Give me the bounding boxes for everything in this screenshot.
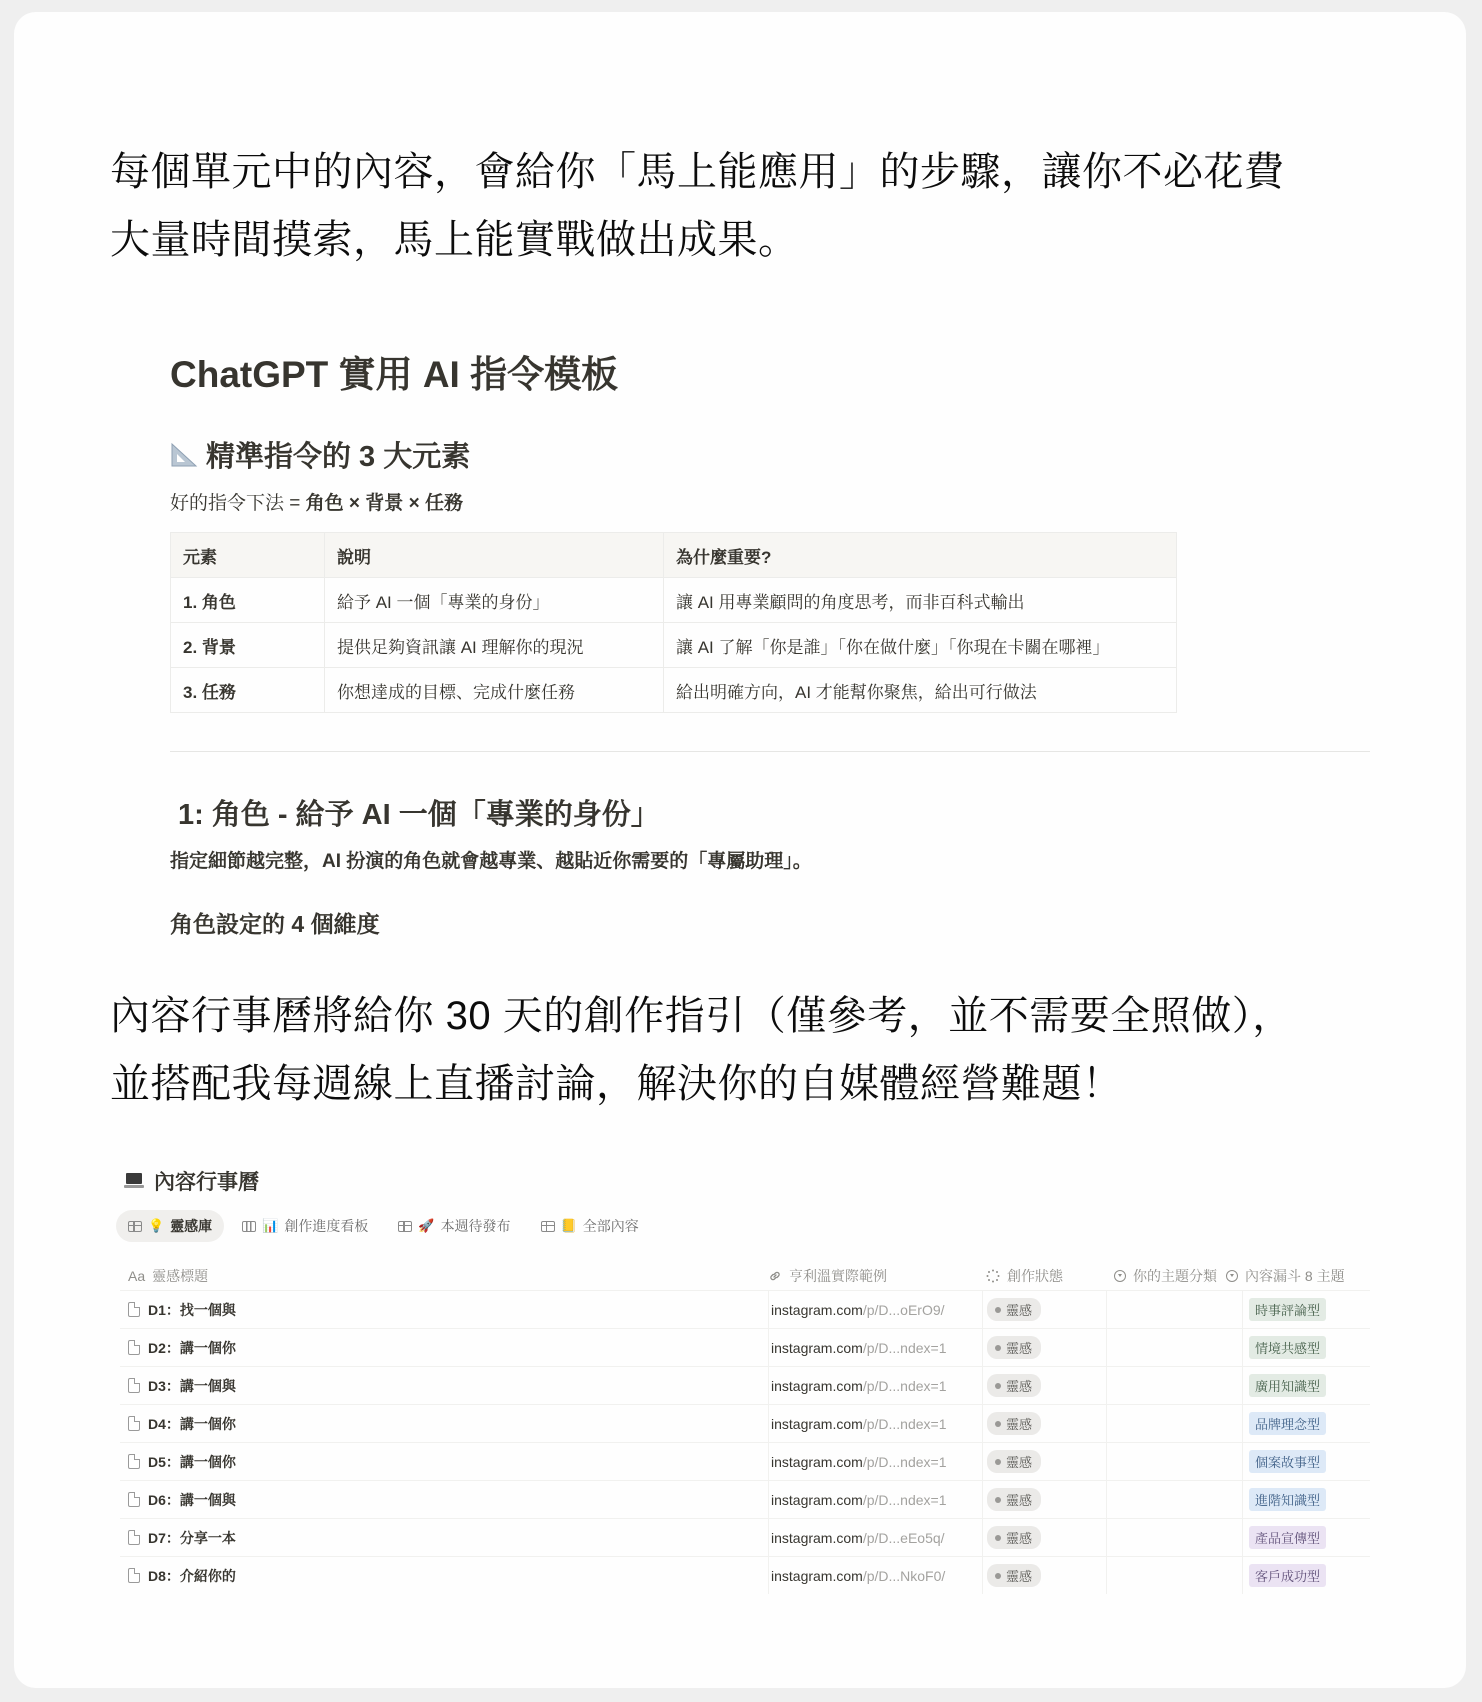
title-cell[interactable] <box>128 1481 236 1518</box>
formula <box>170 488 463 515</box>
column-label: 你的主題分類 <box>1133 1268 1217 1284</box>
status-label: 靈感 <box>1006 1417 1033 1432</box>
table-cell: 你想達成的目標、完成什麼任務 <box>325 668 664 713</box>
table-cell: 1. 角色 <box>171 578 325 623</box>
status-label: 靈感 <box>1006 1455 1033 1470</box>
status-icon <box>986 1269 1000 1283</box>
topic-cell[interactable] <box>1106 1291 1242 1328</box>
view-tab-all-content[interactable] <box>529 1210 651 1242</box>
section-heading-text: 精準指令的 3 大元素 <box>206 441 471 473</box>
view-tab-label: 創作進度看板 <box>284 1218 369 1234</box>
intro-line-2: 大量時間摸索，馬上能實戰做出成果。 <box>110 218 799 262</box>
table-cell: 3. 任務 <box>171 668 325 713</box>
triangular-ruler-icon <box>170 442 198 468</box>
link-path: /p/D...ndex=1 <box>862 1453 947 1470</box>
bar-chart-icon: 📊 <box>262 1218 279 1233</box>
column-header-link[interactable] <box>768 1266 887 1286</box>
status-badge <box>987 1336 1041 1359</box>
column-header-funnel[interactable] <box>1226 1266 1345 1286</box>
table-row <box>171 623 1177 668</box>
funnel-cell[interactable] <box>1242 1291 1377 1328</box>
view-tab-this-week[interactable] <box>386 1210 522 1242</box>
view-tab-label: 靈感庫 <box>170 1218 213 1234</box>
database-title[interactable] <box>124 1166 259 1196</box>
status-dot-icon <box>995 1497 1001 1503</box>
status-badge <box>987 1450 1041 1473</box>
topic-cell[interactable] <box>1106 1443 1242 1480</box>
status-badge <box>987 1412 1041 1435</box>
status-cell[interactable] <box>982 1557 1111 1594</box>
page-icon <box>128 1416 140 1431</box>
view-tab-label: 全部內容 <box>582 1218 639 1234</box>
table-row[interactable] <box>120 1442 1370 1480</box>
calendar-intro-line-1: 內容行事曆將給你 30 天的創作指引（僅參考，並不需要全照做）， <box>110 994 1293 1038</box>
table-view-icon <box>128 1221 142 1232</box>
table-row <box>171 668 1177 713</box>
table-cell: 給予 AI 一個「專業的身份」 <box>325 578 664 623</box>
status-dot-icon <box>995 1307 1001 1313</box>
funnel-cell[interactable] <box>1242 1443 1377 1480</box>
column-label: 內容漏斗 8 主題 <box>1245 1268 1345 1284</box>
link-host: instagram.com <box>771 1453 863 1470</box>
view-tab-progress-board[interactable] <box>230 1210 380 1242</box>
view-tabs <box>116 1210 651 1242</box>
status-cell[interactable] <box>982 1329 1111 1366</box>
view-tab-label: 本週待發布 <box>440 1218 511 1234</box>
row-title: D6：講一個與 <box>148 1491 236 1508</box>
lightbulb-icon: 💡 <box>148 1218 165 1233</box>
title-cell[interactable] <box>128 1405 236 1442</box>
page-icon <box>128 1302 140 1317</box>
link-cell[interactable] <box>768 1329 971 1366</box>
status-dot-icon <box>995 1535 1001 1541</box>
link-path: /p/D...ndex=1 <box>862 1339 947 1356</box>
column-header: 說明 <box>325 533 664 578</box>
intro-paragraph <box>110 138 1390 274</box>
topic-cell[interactable] <box>1106 1519 1242 1556</box>
funnel-tag: 客戶成功型 <box>1249 1564 1326 1587</box>
row-title: D3：講一個與 <box>148 1377 236 1394</box>
table-view-icon <box>398 1221 412 1232</box>
funnel-tag: 廣用知識型 <box>1249 1374 1326 1397</box>
funnel-cell[interactable] <box>1242 1405 1377 1442</box>
status-cell[interactable] <box>982 1481 1111 1518</box>
page-icon <box>128 1492 140 1507</box>
table-row[interactable] <box>120 1328 1370 1366</box>
link-path: /p/D...oErO9/ <box>862 1301 945 1318</box>
title-cell[interactable] <box>128 1519 236 1556</box>
status-label: 靈感 <box>1006 1303 1033 1318</box>
status-cell[interactable] <box>982 1443 1111 1480</box>
laptop-icon <box>124 1173 144 1189</box>
database-header-row <box>120 1260 1370 1290</box>
role-description: 指定細節越完整，AI 扮演的角色就會越專業、越貼近你需要的「專屬助理」。 <box>170 851 812 872</box>
funnel-cell[interactable] <box>1242 1557 1377 1594</box>
status-badge <box>987 1564 1041 1587</box>
status-label: 靈感 <box>1006 1379 1033 1394</box>
status-label: 靈感 <box>1006 1531 1033 1546</box>
column-header: 元素 <box>171 533 325 578</box>
status-badge <box>987 1488 1041 1511</box>
table-cell: 讓 AI 了解「你是誰」「你在做什麼」「你現在卡關在哪裡」 <box>664 623 1177 668</box>
board-view-icon <box>242 1221 256 1232</box>
table-row[interactable] <box>120 1556 1370 1594</box>
title-cell[interactable] <box>128 1367 236 1404</box>
table-row[interactable] <box>120 1404 1370 1442</box>
funnel-cell[interactable] <box>1242 1329 1377 1366</box>
title-cell[interactable] <box>128 1291 236 1328</box>
link-cell[interactable] <box>768 1519 971 1556</box>
section-heading <box>170 434 470 475</box>
row-title: D8：介紹你的 <box>148 1567 236 1584</box>
funnel-tag: 時事評論型 <box>1249 1298 1326 1321</box>
funnel-tag: 品牌理念型 <box>1249 1412 1326 1435</box>
link-cell[interactable] <box>768 1557 971 1594</box>
formula-prefix: 好的指令下法 = <box>170 493 306 514</box>
status-badge <box>987 1298 1041 1321</box>
rocket-icon: 🚀 <box>418 1218 435 1233</box>
status-dot-icon <box>995 1383 1001 1389</box>
column-header: 為什麼重要? <box>664 533 1177 578</box>
formula-terms: 角色 × 背景 × 任務 <box>305 493 463 514</box>
link-cell[interactable] <box>768 1367 971 1404</box>
funnel-cell[interactable] <box>1242 1519 1377 1556</box>
table-cell: 讓 AI 用專業顧問的角度思考，而非百科式輸出 <box>664 578 1177 623</box>
funnel-cell[interactable] <box>1242 1481 1377 1518</box>
topic-cell[interactable] <box>1106 1557 1242 1594</box>
link-cell[interactable] <box>768 1481 971 1518</box>
status-label: 靈感 <box>1006 1569 1033 1584</box>
link-cell[interactable] <box>768 1405 971 1442</box>
row-title: D4：講一個你 <box>148 1415 236 1432</box>
table-cell: 提供足夠資訊讓 AI 理解你的現況 <box>325 623 664 668</box>
database-rows <box>120 1290 1370 1594</box>
table-row[interactable] <box>120 1290 1370 1328</box>
title-cell[interactable] <box>128 1557 236 1594</box>
link-path: /p/D...NkoF0/ <box>862 1567 946 1584</box>
select-icon <box>1114 1270 1126 1282</box>
status-cell[interactable] <box>982 1291 1111 1328</box>
calendar-intro-line-2: 並搭配我每週線上直播討論，解決你的自媒體經營難題！ <box>110 1062 1123 1106</box>
intro-line-1: 每個單元中的內容，會給你「馬上能應用」的步驟，讓你不必花費 <box>110 150 1285 194</box>
row-title: D5：講一個你 <box>148 1453 236 1470</box>
page-icon <box>128 1454 140 1469</box>
role-dimensions-heading: 角色設定的 4 個維度 <box>170 911 380 937</box>
funnel-tag: 進階知識型 <box>1249 1488 1326 1511</box>
status-label: 靈感 <box>1006 1493 1033 1508</box>
column-header-status[interactable] <box>986 1266 1063 1286</box>
row-title: D7：分享一本 <box>148 1529 236 1546</box>
topic-cell[interactable] <box>1106 1405 1242 1442</box>
topic-cell[interactable] <box>1106 1367 1242 1404</box>
link-host: instagram.com <box>771 1491 863 1508</box>
elements-table <box>170 532 1177 713</box>
funnel-tag: 個案故事型 <box>1249 1450 1326 1473</box>
status-badge <box>987 1526 1041 1549</box>
column-label: 亨利溫實際範例 <box>789 1268 887 1284</box>
notebook-icon: 📒 <box>560 1218 577 1233</box>
table-cell: 2. 背景 <box>171 623 325 668</box>
select-icon <box>1226 1270 1238 1282</box>
status-cell[interactable] <box>982 1405 1111 1442</box>
table-header-row <box>171 533 1177 578</box>
column-header-title[interactable] <box>128 1266 208 1286</box>
status-label: 靈感 <box>1006 1341 1033 1356</box>
title-cell[interactable] <box>128 1443 236 1480</box>
column-header-topic[interactable] <box>1114 1266 1217 1286</box>
link-host: instagram.com <box>771 1415 863 1432</box>
row-title: D1：找一個與 <box>148 1301 236 1318</box>
topic-cell[interactable] <box>1106 1329 1242 1366</box>
funnel-cell[interactable] <box>1242 1367 1377 1404</box>
link-path: /p/D...eEo5q/ <box>862 1529 945 1546</box>
status-dot-icon <box>995 1421 1001 1427</box>
page-icon <box>128 1340 140 1355</box>
page-icon <box>128 1378 140 1393</box>
status-dot-icon <box>995 1345 1001 1351</box>
table-view-icon <box>541 1221 555 1232</box>
page-icon <box>128 1530 140 1545</box>
status-dot-icon <box>995 1459 1001 1465</box>
page-icon <box>128 1568 140 1583</box>
status-badge <box>987 1374 1041 1397</box>
view-tab-inspiration[interactable] <box>116 1210 224 1242</box>
link-host: instagram.com <box>771 1567 863 1584</box>
status-cell[interactable] <box>982 1519 1111 1556</box>
table-row <box>171 578 1177 623</box>
divider <box>170 751 1370 752</box>
link-host: instagram.com <box>771 1301 863 1318</box>
template-title: ChatGPT 實用 AI 指令模板 <box>170 354 619 395</box>
title-cell[interactable] <box>128 1329 236 1366</box>
link-icon <box>768 1269 782 1283</box>
table-cell: 給出明確方向，AI 才能幫你聚焦，給出可行做法 <box>664 668 1177 713</box>
row-title: D2：講一個你 <box>148 1339 236 1356</box>
link-cell[interactable] <box>768 1291 971 1328</box>
calendar-intro-paragraph <box>110 982 1390 1118</box>
link-path: /p/D...ndex=1 <box>862 1491 947 1508</box>
status-dot-icon <box>995 1573 1001 1579</box>
link-cell[interactable] <box>768 1443 971 1480</box>
database-title-text: 內容行事曆 <box>154 1171 259 1194</box>
column-label: 創作狀態 <box>1007 1268 1063 1284</box>
link-host: instagram.com <box>771 1339 863 1356</box>
link-host: instagram.com <box>771 1529 863 1546</box>
table-row[interactable] <box>120 1518 1370 1556</box>
text-property-icon: Aa <box>128 1268 146 1284</box>
link-path: /p/D...ndex=1 <box>862 1377 947 1394</box>
table-row[interactable] <box>120 1480 1370 1518</box>
funnel-tag: 產品宣傳型 <box>1249 1526 1326 1549</box>
status-cell[interactable] <box>982 1367 1111 1404</box>
topic-cell[interactable] <box>1106 1481 1242 1518</box>
column-label: 靈感標題 <box>152 1268 209 1284</box>
link-path: /p/D...ndex=1 <box>862 1415 947 1432</box>
table-row[interactable] <box>120 1366 1370 1404</box>
role-heading: 1: 角色 - 給予 AI 一個「專業的身份」 <box>178 799 660 831</box>
funnel-tag: 情境共感型 <box>1249 1336 1326 1359</box>
link-host: instagram.com <box>771 1377 863 1394</box>
